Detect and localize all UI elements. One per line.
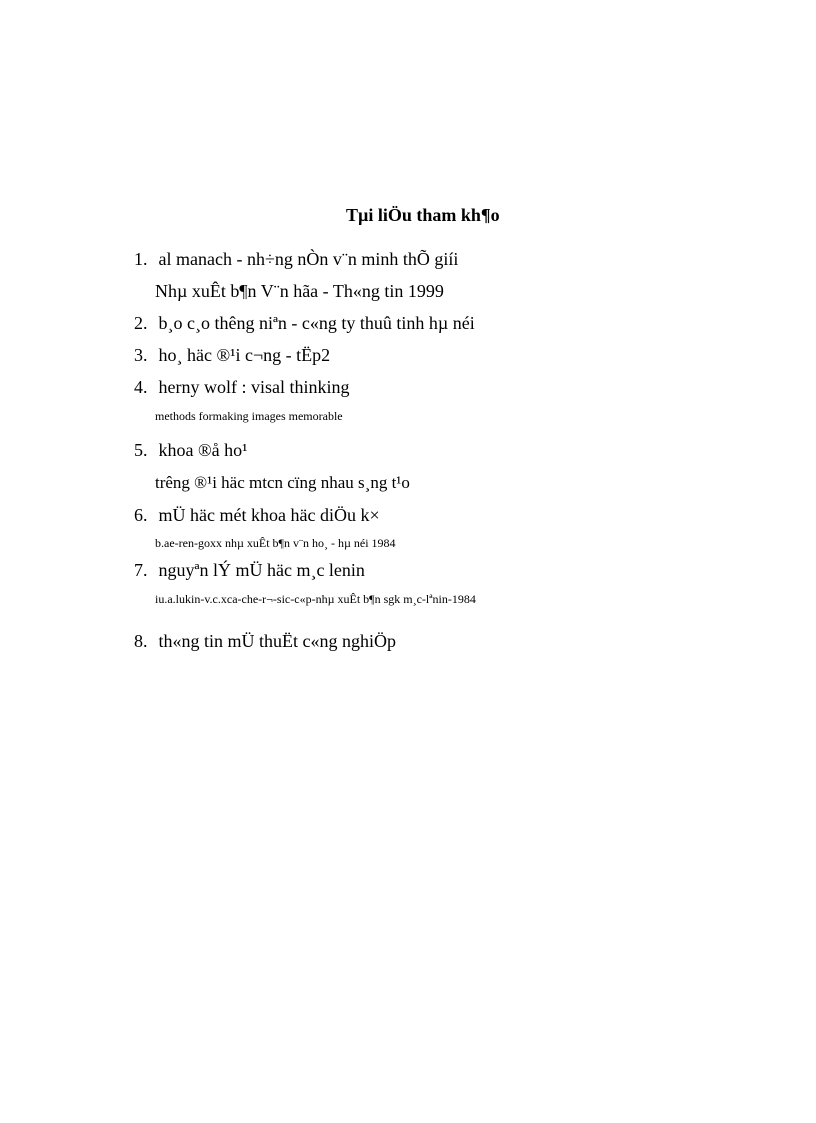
reference-item-8	[134, 631, 396, 652]
reference-subline-7: iu.a.lukin-v.c.xca-che-r¬-sic-c«p-nhµ xuÊt b¶n sgk m¸c-lªnin-1984	[155, 592, 476, 606]
reference-subline-4: methods formaking images memorable	[155, 409, 343, 423]
reference-item-7	[134, 560, 365, 581]
reference-title: ho¸ häc ®¹i c¬ng - tËp2	[158, 345, 331, 365]
reference-title: herny wolf : visal thinking	[158, 377, 350, 397]
reference-number: 1.	[134, 249, 148, 269]
reference-title: al manach - nh÷ng nÒn v¨n minh thÕ giíi	[158, 249, 459, 269]
reference-title: b¸o c¸o thêng niªn - c«ng ty thuû tinh hµ néi	[158, 313, 475, 333]
reference-subline-5: trêng ®¹i häc mtcn cïng nhau s¸ng t¹o	[155, 473, 410, 492]
reference-number: 4.	[134, 377, 148, 397]
reference-item-5	[134, 440, 248, 461]
reference-title: th«ng tin mÜ thuËt c«ng nghiÖp	[158, 631, 396, 651]
reference-title: khoa ®å ho¹	[158, 440, 248, 460]
reference-title: mÜ häc mét khoa häc diÖu k×	[158, 505, 380, 525]
reference-number: 2.	[134, 313, 148, 333]
reference-item-4	[134, 377, 349, 398]
reference-number: 6.	[134, 505, 148, 525]
reference-number: 5.	[134, 440, 148, 460]
reference-number: 7.	[134, 560, 148, 580]
reference-subline-6: b.ae-ren-goxx nhµ xuÊt b¶n v¨n ho¸ - hµ néi 1984	[155, 536, 396, 550]
reference-title: nguyªn lÝ mÜ häc m¸c lenin	[158, 560, 365, 580]
reference-subline-1: Nhµ xuÊt b¶n V¨n hãa - Th«ng tin 1999	[155, 281, 444, 301]
document-title: Tµi liÖu tham kh¶o	[346, 205, 500, 225]
reference-item-6	[134, 505, 380, 526]
reference-number: 8.	[134, 631, 148, 651]
reference-item-1	[134, 249, 458, 270]
reference-item-3	[134, 345, 330, 366]
reference-number: 3.	[134, 345, 148, 365]
reference-item-2	[134, 313, 475, 334]
